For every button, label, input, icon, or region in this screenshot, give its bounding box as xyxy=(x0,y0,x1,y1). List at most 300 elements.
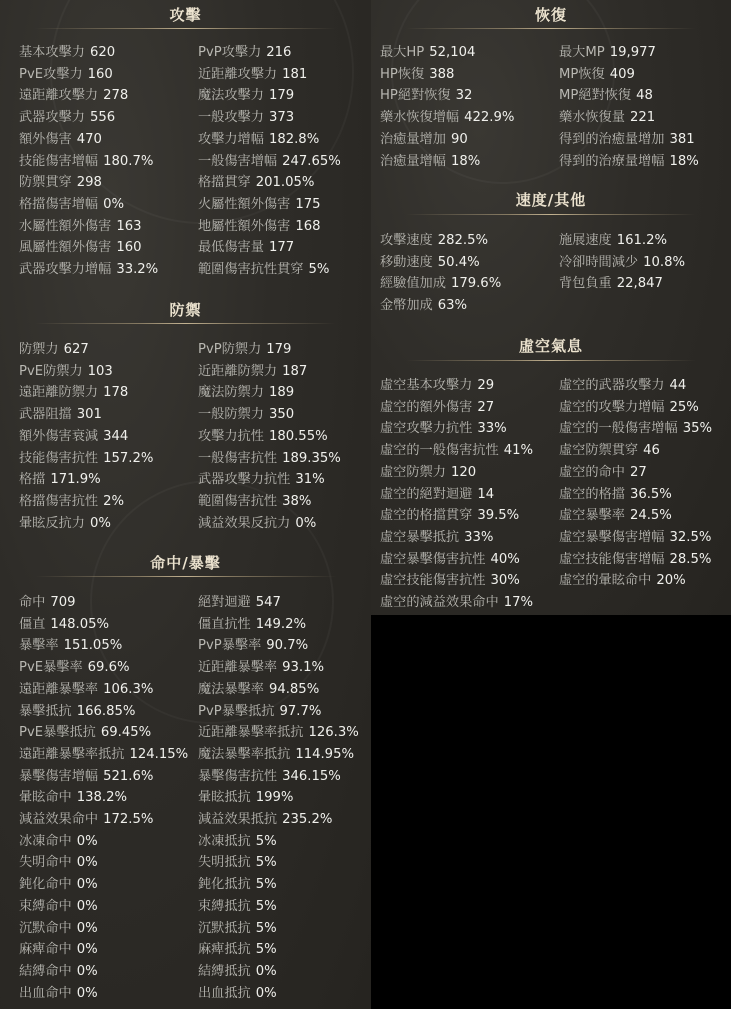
stat-item xyxy=(559,151,699,173)
stat-item xyxy=(198,679,319,701)
stat-item xyxy=(19,939,98,961)
stat-value: 31% xyxy=(295,472,325,488)
stat-value: 28.5% xyxy=(669,551,712,567)
stat-item xyxy=(198,85,294,107)
stat-item xyxy=(198,382,294,404)
stat-label: 攻擊力增幅 xyxy=(198,131,264,147)
stat-item xyxy=(19,216,141,238)
stat-item xyxy=(198,831,277,853)
stat-item xyxy=(19,896,98,918)
stat-label: 虛空基本攻擊力 xyxy=(380,378,473,393)
stat-label: 遠距離暴擊率抵抗 xyxy=(19,746,125,762)
stat-value: 179.6% xyxy=(450,276,502,292)
stat-value: 178 xyxy=(103,385,129,401)
stat-label: 一般傷害抗性 xyxy=(198,450,278,466)
stat-value: 69.6% xyxy=(87,660,130,676)
stat-label: 武器阻擋 xyxy=(19,407,72,423)
stat-label: 虛空暴擊傷害抗性 xyxy=(380,551,486,567)
stat-value: 69.45% xyxy=(100,725,152,741)
section-title-recovery: 恢復 xyxy=(534,6,567,24)
stat-value: 126.3% xyxy=(308,725,359,741)
stat-label: 結縛命中 xyxy=(19,963,72,979)
stat-item xyxy=(19,361,113,383)
stat-item xyxy=(19,129,102,151)
section-divider xyxy=(406,28,696,29)
section-divider xyxy=(35,28,336,29)
stat-label: 近距離攻擊力 xyxy=(198,66,278,82)
section-divider xyxy=(35,576,336,577)
stat-item xyxy=(380,440,533,462)
stat-label: 暴擊率 xyxy=(19,638,59,654)
stat-item xyxy=(380,42,475,64)
stat-label: 冷卻時間減少 xyxy=(559,254,639,270)
section-title-hit-crit: 命中/暴擊 xyxy=(150,554,221,572)
stat-label: 僵直抗性 xyxy=(198,616,251,632)
stat-label: 虛空的暈眩命中 xyxy=(559,573,652,589)
stat-label: 攻擊速度 xyxy=(380,233,433,248)
stat-value: 350 xyxy=(268,407,295,423)
stat-value: 151.05% xyxy=(63,638,123,654)
stat-label: 武器攻擊力 xyxy=(19,110,85,126)
stat-value: 346.15% xyxy=(282,768,341,784)
stat-label: 最低傷害量 xyxy=(198,240,264,256)
stat-label: 火屬性額外傷害 xyxy=(198,196,291,212)
stat-value: 52,104 xyxy=(429,45,476,60)
stat-label: 遠距離暴擊率 xyxy=(19,681,99,697)
stat-label: 範圍傷害抗性貫穿 xyxy=(198,262,304,277)
stat-item xyxy=(198,874,277,896)
stat-value: 97.7% xyxy=(279,703,322,719)
stat-item xyxy=(19,404,102,426)
stat-label: 減益效果抵抗 xyxy=(198,812,278,827)
stat-item xyxy=(198,809,332,831)
stat-value: 199% xyxy=(255,790,294,806)
stat-value: 27 xyxy=(477,399,495,415)
stat-item xyxy=(19,722,151,744)
stat-value: 301 xyxy=(76,407,102,423)
stat-value: 33.2% xyxy=(116,262,159,277)
stat-item xyxy=(19,809,153,831)
stat-label: 暈眩反抗力 xyxy=(19,515,85,531)
stat-label: PvP暴擊抵抗 xyxy=(198,703,275,719)
stat-value: 114.95% xyxy=(295,746,354,762)
stat-value: 39.5% xyxy=(477,508,520,524)
stat-item xyxy=(19,766,153,788)
stat-label: 鈍化抵抗 xyxy=(198,877,251,893)
stat-label: 額外傷害 xyxy=(19,131,72,147)
stat-value: 163 xyxy=(116,218,142,234)
stat-value: 50.4% xyxy=(437,254,480,270)
stat-value: 344 xyxy=(103,428,129,444)
stats-panel-right xyxy=(371,0,731,615)
stat-label: 虛空的減益效果命中 xyxy=(380,595,499,610)
stat-label: 虛空技能傷害抗性 xyxy=(380,573,486,589)
stat-value: 17% xyxy=(503,595,533,610)
stat-value: 157.2% xyxy=(103,450,154,466)
stat-label: 得到的治療量增幅 xyxy=(559,153,665,169)
stat-label: 技能傷害增幅 xyxy=(19,153,99,169)
stat-value: 149.2% xyxy=(255,616,307,632)
stat-label: 失明抵抗 xyxy=(198,855,251,871)
stat-value: 63% xyxy=(437,298,468,314)
stat-value: 0% xyxy=(255,985,277,1001)
stat-item xyxy=(559,375,686,397)
stat-item xyxy=(198,237,294,259)
stat-item xyxy=(380,397,494,419)
stat-item xyxy=(559,85,653,107)
stat-label: 虛空防禦力 xyxy=(380,464,446,480)
stat-label: PvE防禦力 xyxy=(19,363,83,379)
stat-value: 0% xyxy=(76,942,98,958)
stat-value: 35% xyxy=(682,421,712,437)
stat-label: PvE暴擊率 xyxy=(19,660,83,676)
stat-label: 虛空暴擊抵抗 xyxy=(380,529,460,545)
stat-item xyxy=(19,237,141,259)
stat-label: 暈眩抵抗 xyxy=(198,790,251,806)
stat-label: 麻痺命中 xyxy=(19,942,72,958)
section-title-attack: 攻擊 xyxy=(169,6,202,24)
stat-item xyxy=(19,614,109,636)
stat-value: 0% xyxy=(103,196,125,212)
stat-value: 0% xyxy=(76,855,98,871)
stat-value: 120 xyxy=(450,464,477,480)
stat-value: 201.05% xyxy=(255,175,315,191)
stat-label: 風屬性額外傷害 xyxy=(19,240,112,256)
stat-value: 44 xyxy=(669,378,687,393)
stat-label: 一般傷害增幅 xyxy=(198,153,278,169)
stat-item xyxy=(198,194,320,216)
stat-item xyxy=(559,418,712,440)
stat-label: 冰凍命中 xyxy=(19,833,72,849)
stat-label: HP恢復 xyxy=(380,66,425,82)
stat-value: 160 xyxy=(87,66,113,82)
stat-label: 治癒量增幅 xyxy=(380,153,446,169)
stat-item xyxy=(19,172,102,194)
stat-label: 近距離防禦力 xyxy=(198,363,278,379)
stat-value: 20% xyxy=(656,573,686,589)
stat-label: 技能傷害抗性 xyxy=(19,450,99,466)
stat-label: 出血抵抗 xyxy=(198,985,251,1001)
stat-label: 武器攻擊力增幅 xyxy=(19,262,112,277)
stat-item xyxy=(19,744,188,766)
stat-item xyxy=(19,42,115,64)
stat-item xyxy=(198,766,341,788)
section-title-speed-other: 速度/其他 xyxy=(515,191,587,209)
stat-item xyxy=(19,448,153,470)
stat-value: 5% xyxy=(255,855,277,871)
stat-label: 虛空暴擊傷害增幅 xyxy=(559,529,665,545)
stat-item xyxy=(559,252,685,274)
stat-label: 虛空技能傷害增幅 xyxy=(559,551,665,567)
stat-item xyxy=(198,744,354,766)
stat-item xyxy=(198,657,324,679)
stat-value: 179 xyxy=(268,88,295,104)
stat-item xyxy=(19,679,153,701)
stat-label: 結縛抵抗 xyxy=(198,963,251,979)
stat-item xyxy=(198,896,277,918)
stat-value: 556 xyxy=(89,110,116,126)
stat-value: 0% xyxy=(255,963,277,979)
stat-value: 235.2% xyxy=(282,812,333,827)
stat-item xyxy=(198,701,321,723)
stat-item xyxy=(19,107,115,129)
stat-value: 19,977 xyxy=(609,45,656,60)
stat-value: 0% xyxy=(89,515,111,531)
stat-value: 18% xyxy=(450,153,481,169)
stat-label: MP絕對恢復 xyxy=(559,88,632,104)
stat-label: 虛空防禦貫穿 xyxy=(559,443,639,459)
stat-value: 5% xyxy=(308,262,330,277)
stat-label: 虛空的額外傷害 xyxy=(380,399,473,415)
stat-label: 施展速度 xyxy=(559,233,612,248)
stat-value: 0% xyxy=(76,833,98,849)
stat-value: 187 xyxy=(282,363,308,379)
stat-item xyxy=(19,194,124,216)
stat-item xyxy=(19,787,127,809)
stat-item xyxy=(380,484,494,506)
stat-item xyxy=(380,570,520,592)
stat-item xyxy=(19,469,101,491)
stat-item xyxy=(559,230,667,252)
stat-item xyxy=(380,107,514,129)
stat-value: 388 xyxy=(429,66,455,82)
stat-value: 36.5% xyxy=(629,486,672,502)
stat-value: 177 xyxy=(268,240,295,256)
stat-label: 虛空攻擊力抗性 xyxy=(380,421,473,437)
stat-value: 41% xyxy=(503,443,533,459)
stat-label: 絕對迴避 xyxy=(198,595,251,610)
stat-label: 得到的治癒量增加 xyxy=(559,131,665,147)
stat-value: 10.8% xyxy=(643,254,686,270)
stat-value: 0% xyxy=(76,963,98,979)
stat-value: 5% xyxy=(255,942,277,958)
stat-value: 33% xyxy=(477,421,507,437)
stat-value: 373 xyxy=(268,110,295,126)
stat-item xyxy=(380,64,454,86)
stat-label: 遠距離防禦力 xyxy=(19,385,99,401)
stat-item xyxy=(380,549,520,571)
stat-value: 180.55% xyxy=(268,428,328,444)
stat-label: 暴擊傷害增幅 xyxy=(19,768,99,784)
stat-value: 27 xyxy=(629,464,647,480)
stat-value: 14 xyxy=(477,486,495,502)
stat-item xyxy=(198,961,277,983)
stat-label: 虛空的武器攻擊力 xyxy=(559,378,665,393)
stat-label: 基本攻擊力 xyxy=(19,45,85,60)
stat-label: 虛空的一般傷害增幅 xyxy=(559,421,678,437)
stat-label: 經驗值加成 xyxy=(380,276,446,292)
stat-value: 172.5% xyxy=(103,812,154,827)
stat-item xyxy=(198,983,277,1005)
stat-item xyxy=(380,462,476,484)
stat-item xyxy=(19,918,98,940)
stat-item xyxy=(198,404,294,426)
stat-label: 虛空的絕對迴避 xyxy=(380,486,473,502)
stat-item xyxy=(380,375,494,397)
stat-label: 近距離暴擊率抵抗 xyxy=(198,725,304,741)
stat-label: 防禦貫穿 xyxy=(19,175,72,191)
stat-item xyxy=(559,273,663,295)
stat-item xyxy=(19,852,98,874)
stat-label: 出血命中 xyxy=(19,985,72,1001)
stat-value: 521.6% xyxy=(103,768,154,784)
stat-item xyxy=(198,513,316,535)
stat-value: 0% xyxy=(76,877,98,893)
stat-value: 48 xyxy=(636,88,653,104)
stat-value: 422.9% xyxy=(464,110,515,126)
stat-item xyxy=(198,592,281,614)
stat-item xyxy=(198,635,308,657)
stat-value: 620 xyxy=(89,45,116,60)
stat-value: 148.05% xyxy=(50,616,110,632)
stat-label: 魔法暴擊率抵抗 xyxy=(198,746,291,762)
stat-item xyxy=(198,787,293,809)
stat-item xyxy=(559,64,635,86)
stat-label: 最大HP xyxy=(380,45,425,60)
stat-item xyxy=(19,85,128,107)
stat-label: 虛空的格擋 xyxy=(559,486,625,502)
section-divider xyxy=(35,323,336,324)
stat-label: 最大MP xyxy=(559,45,605,60)
stat-label: 沉默命中 xyxy=(19,920,72,936)
stat-item xyxy=(198,259,329,281)
stat-label: PvP攻擊力 xyxy=(198,45,262,60)
stat-item xyxy=(19,151,153,173)
stat-label: 地屬性額外傷害 xyxy=(198,218,291,234)
stat-item xyxy=(198,339,291,361)
stat-label: 藥水恢復增幅 xyxy=(380,110,460,126)
stat-value: 30% xyxy=(490,573,520,589)
stat-item xyxy=(198,852,277,874)
stat-item xyxy=(198,469,325,491)
stat-label: MP恢復 xyxy=(559,66,605,82)
stat-item xyxy=(380,418,507,440)
stat-value: 5% xyxy=(255,833,277,849)
stat-label: 近距離暴擊率 xyxy=(198,660,278,676)
stat-item xyxy=(198,151,341,173)
stat-label: 鈍化命中 xyxy=(19,877,72,893)
stat-item xyxy=(19,592,76,614)
stat-item xyxy=(198,939,277,961)
stat-label: 範圍傷害抗性 xyxy=(198,493,278,509)
stat-label: 魔法防禦力 xyxy=(198,385,264,401)
stat-label: 減益效果命中 xyxy=(19,812,99,827)
stat-label: 沉默抵抗 xyxy=(198,920,251,936)
stat-item xyxy=(380,505,519,527)
stat-item xyxy=(198,448,341,470)
stat-label: 暴擊傷害抗性 xyxy=(198,768,278,784)
stat-label: PvP防禦力 xyxy=(198,342,262,357)
stat-label: 藥水恢復量 xyxy=(559,110,625,126)
stat-item xyxy=(380,129,468,151)
stat-item xyxy=(380,527,493,549)
stat-label: 移動速度 xyxy=(380,254,433,270)
stat-item xyxy=(198,172,314,194)
stat-item xyxy=(198,614,306,636)
stat-label: 格擋 xyxy=(19,472,46,488)
stat-label: 一般防禦力 xyxy=(198,407,264,423)
stat-item xyxy=(198,426,328,448)
stat-item xyxy=(198,361,307,383)
stat-item xyxy=(19,831,98,853)
stat-value: 46 xyxy=(643,443,660,459)
stat-label: 格擋貫穿 xyxy=(198,175,251,191)
stat-label: 額外傷害衰減 xyxy=(19,428,99,444)
stat-value: 5% xyxy=(255,920,277,936)
stat-label: 背包負重 xyxy=(559,276,612,292)
stat-value: 298 xyxy=(76,175,102,191)
stat-item xyxy=(19,657,130,679)
stat-label: 暈眩命中 xyxy=(19,790,72,806)
stat-label: 虛空的命中 xyxy=(559,464,625,480)
stat-value: 409 xyxy=(609,66,635,82)
stat-item xyxy=(559,527,711,549)
stat-value: 93.1% xyxy=(282,660,325,676)
stat-label: 武器攻擊力抗性 xyxy=(198,472,291,488)
stat-value: 171.9% xyxy=(50,472,101,488)
stat-value: 175 xyxy=(295,196,321,212)
stat-value: 103 xyxy=(87,363,113,379)
stat-label: 暴擊抵抗 xyxy=(19,703,72,719)
stat-label: 僵直 xyxy=(19,616,46,632)
stat-item xyxy=(19,513,111,535)
stat-value: 179 xyxy=(266,342,292,357)
stat-label: 虛空的格擋貫穿 xyxy=(380,508,473,524)
stat-value: 29 xyxy=(477,378,495,393)
stat-item xyxy=(19,64,113,86)
stat-value: 25% xyxy=(669,399,699,415)
stat-label: 虛空暴擊率 xyxy=(559,508,625,524)
stat-value: 381 xyxy=(669,131,695,147)
stat-value: 0% xyxy=(76,898,98,914)
stat-label: 防禦力 xyxy=(19,342,59,357)
stat-label: 魔法暴擊率 xyxy=(198,681,264,697)
stat-item xyxy=(559,397,699,419)
stat-value: 5% xyxy=(255,877,277,893)
section-title-defense: 防禦 xyxy=(169,301,202,319)
stat-item xyxy=(559,42,656,64)
stat-item xyxy=(19,961,98,983)
stat-item xyxy=(198,918,277,940)
stat-item xyxy=(559,440,660,462)
stat-item xyxy=(380,252,480,274)
stat-value: 94.85% xyxy=(268,681,320,697)
section-divider xyxy=(406,360,696,361)
stat-value: 32.5% xyxy=(669,529,712,545)
stat-item xyxy=(19,426,128,448)
stat-item xyxy=(198,491,311,513)
stat-item xyxy=(380,295,467,317)
stat-item xyxy=(19,983,98,1005)
stat-item xyxy=(559,570,686,592)
stat-item xyxy=(559,462,647,484)
stat-item xyxy=(19,491,124,513)
stat-value: 90.7% xyxy=(266,638,309,654)
stat-value: 547 xyxy=(255,595,281,610)
stat-label: PvE暴擊抵抗 xyxy=(19,725,96,741)
stat-item xyxy=(19,382,128,404)
stat-label: 遠距離攻擊力 xyxy=(19,88,99,104)
stat-value: 38% xyxy=(282,493,312,509)
stat-item xyxy=(559,484,672,506)
stat-item xyxy=(19,635,122,657)
stat-label: 虛空的一般傷害抗性 xyxy=(380,443,499,459)
stat-value: 189 xyxy=(268,385,295,401)
stat-value: 627 xyxy=(63,342,89,357)
section-divider xyxy=(406,214,696,215)
stat-value: 166.85% xyxy=(76,703,136,719)
stat-value: 22,847 xyxy=(616,276,663,292)
